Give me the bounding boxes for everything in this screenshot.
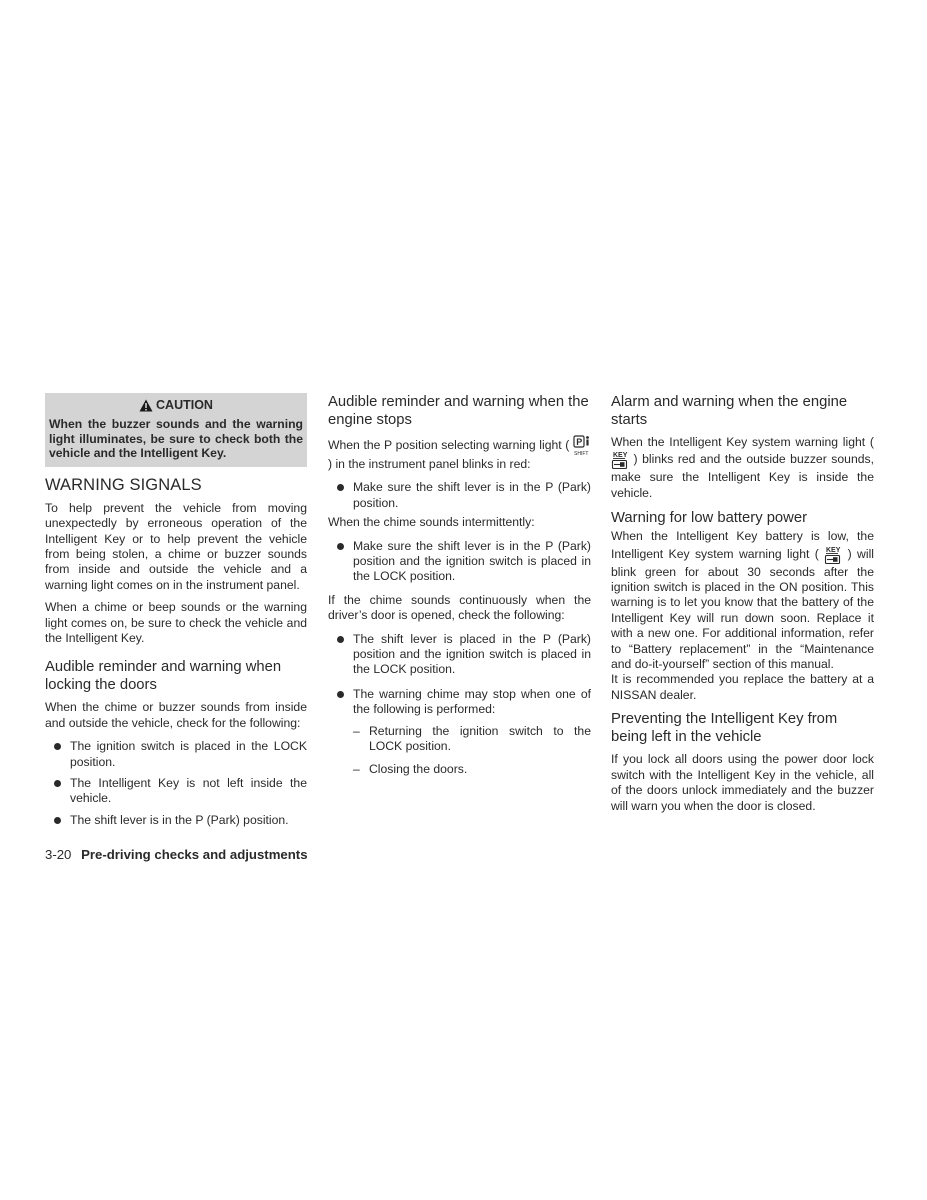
svg-text:P: P [576, 437, 583, 447]
subsection-title: Audible reminder and warning when locking the doors [45, 659, 282, 694]
warning-triangle-icon [139, 399, 153, 412]
bullet-icon [54, 817, 61, 824]
paragraph: When the Intelligent Key battery is low, the Intelligent Key system warning light ( KEY ) will blink green for about 30 seconds after the ignition switch is placed in the ON position. This warning is to let you know that the battery of the Intelligent Key will run down soon. Replace it with a new one. For additional information, refer to “Battery replacement” in the “Maintenance and do-it-yourself” section of this manual. [611, 529, 874, 672]
page-footer [45, 847, 308, 863]
paragraph: When the chime or buzzer sounds from inside and outside the vehicle, check for the following: [45, 700, 307, 730]
bullet-icon [337, 636, 344, 643]
dash-list [328, 724, 591, 777]
paragraph: When the chime sounds intermittently: [328, 515, 535, 530]
caution-title: CAUTION [156, 398, 213, 412]
bullet-list [328, 539, 591, 585]
svg-text:KEY: KEY [613, 452, 628, 460]
list-item: The Intelligent Key is not left inside the vehicle. [45, 776, 307, 807]
svg-text:KEY: KEY [826, 546, 841, 554]
list-item: The shift lever is placed in the P (Park) position and the ignition switch is placed in the LOCK position. [328, 632, 591, 678]
caution-box [45, 393, 307, 467]
bullet-list [328, 632, 591, 718]
list-item: – Returning the ignition switch to the LOCK position. [353, 723, 591, 754]
bullet-icon [54, 780, 61, 787]
paragraph: To help prevent the vehicle from moving unexpectedly by erroneous operation of the Intelligent Key or to help prevent the vehicle from being stolen, a chime or buzzer sounds from inside and outside the vehicle and a warning light comes on in the instrument panel. [45, 500, 307, 592]
key-warning-icon [611, 450, 629, 470]
bullet-icon [54, 743, 61, 750]
paragraph: When the Intelligent Key system warning light ( KEY ) blinks red and the outside buzzer sounds, make sure the Intelligent Key is inside the vehicle. [611, 435, 874, 500]
page-number: 3-20 [45, 847, 72, 862]
list-item: The warning chime may stop when one of the following is performed: [328, 687, 591, 718]
section-title: WARNING SIGNALS [45, 475, 202, 494]
footer-section-title: Pre-driving checks and adjustments [81, 847, 308, 862]
key-warning-icon [824, 545, 842, 565]
paragraph: It is recommended you replace the battery at a NISSAN dealer. [611, 672, 874, 702]
paragraph: When the P position selecting warning light ( P SHIFT ) in the instrument panel blinks in red: [328, 435, 591, 472]
subsection-title: Preventing the Intelligent Key from being left in the vehicle [611, 711, 838, 746]
column-3 [611, 393, 874, 814]
bullet-icon [337, 543, 344, 550]
column-2 [328, 393, 591, 784]
caution-text: When the buzzer sounds and the warning light illuminates, be sure to check both the vehicle and the Intelligent Key. [49, 417, 303, 461]
subsection-title: Audible reminder and warning when the engine stops [328, 394, 589, 428]
list-item: The ignition switch is placed in the LOCK position. [45, 739, 307, 770]
list-item: – Closing the doors. [353, 761, 468, 776]
bullet-icon [337, 691, 344, 698]
subsection-title: Alarm and warning when the engine starts [611, 394, 848, 428]
column-1 [45, 393, 307, 834]
p-shift-warning-icon [573, 435, 591, 457]
subsection-title: Warning for low battery power [611, 510, 808, 527]
paragraph: If you lock all doors using the power door lock switch with the Intelligent Key in the vehicle, all of the doors unlock immediately and the buzzer will warn you when the door is closed. [611, 752, 874, 813]
paragraph: When a chime or beep sounds or the warning light comes on, be sure to check the vehicle and the Intelligent Key. [45, 600, 307, 646]
list-item: Make sure the shift lever is in the P (Park) position. [328, 480, 591, 511]
paragraph: If the chime sounds continuously when the driver’s door is opened, check the following: [328, 592, 591, 623]
list-item: Make sure the shift lever is in the P (Park) position and the ignition switch is placed in the LOCK position. [328, 539, 591, 585]
bullet-list [328, 480, 591, 511]
bullet-list [45, 739, 307, 828]
list-item: The shift lever is in the P (Park) position. [45, 813, 307, 828]
svg-text:SHIFT: SHIFT [574, 451, 589, 457]
bullet-icon [337, 484, 344, 491]
